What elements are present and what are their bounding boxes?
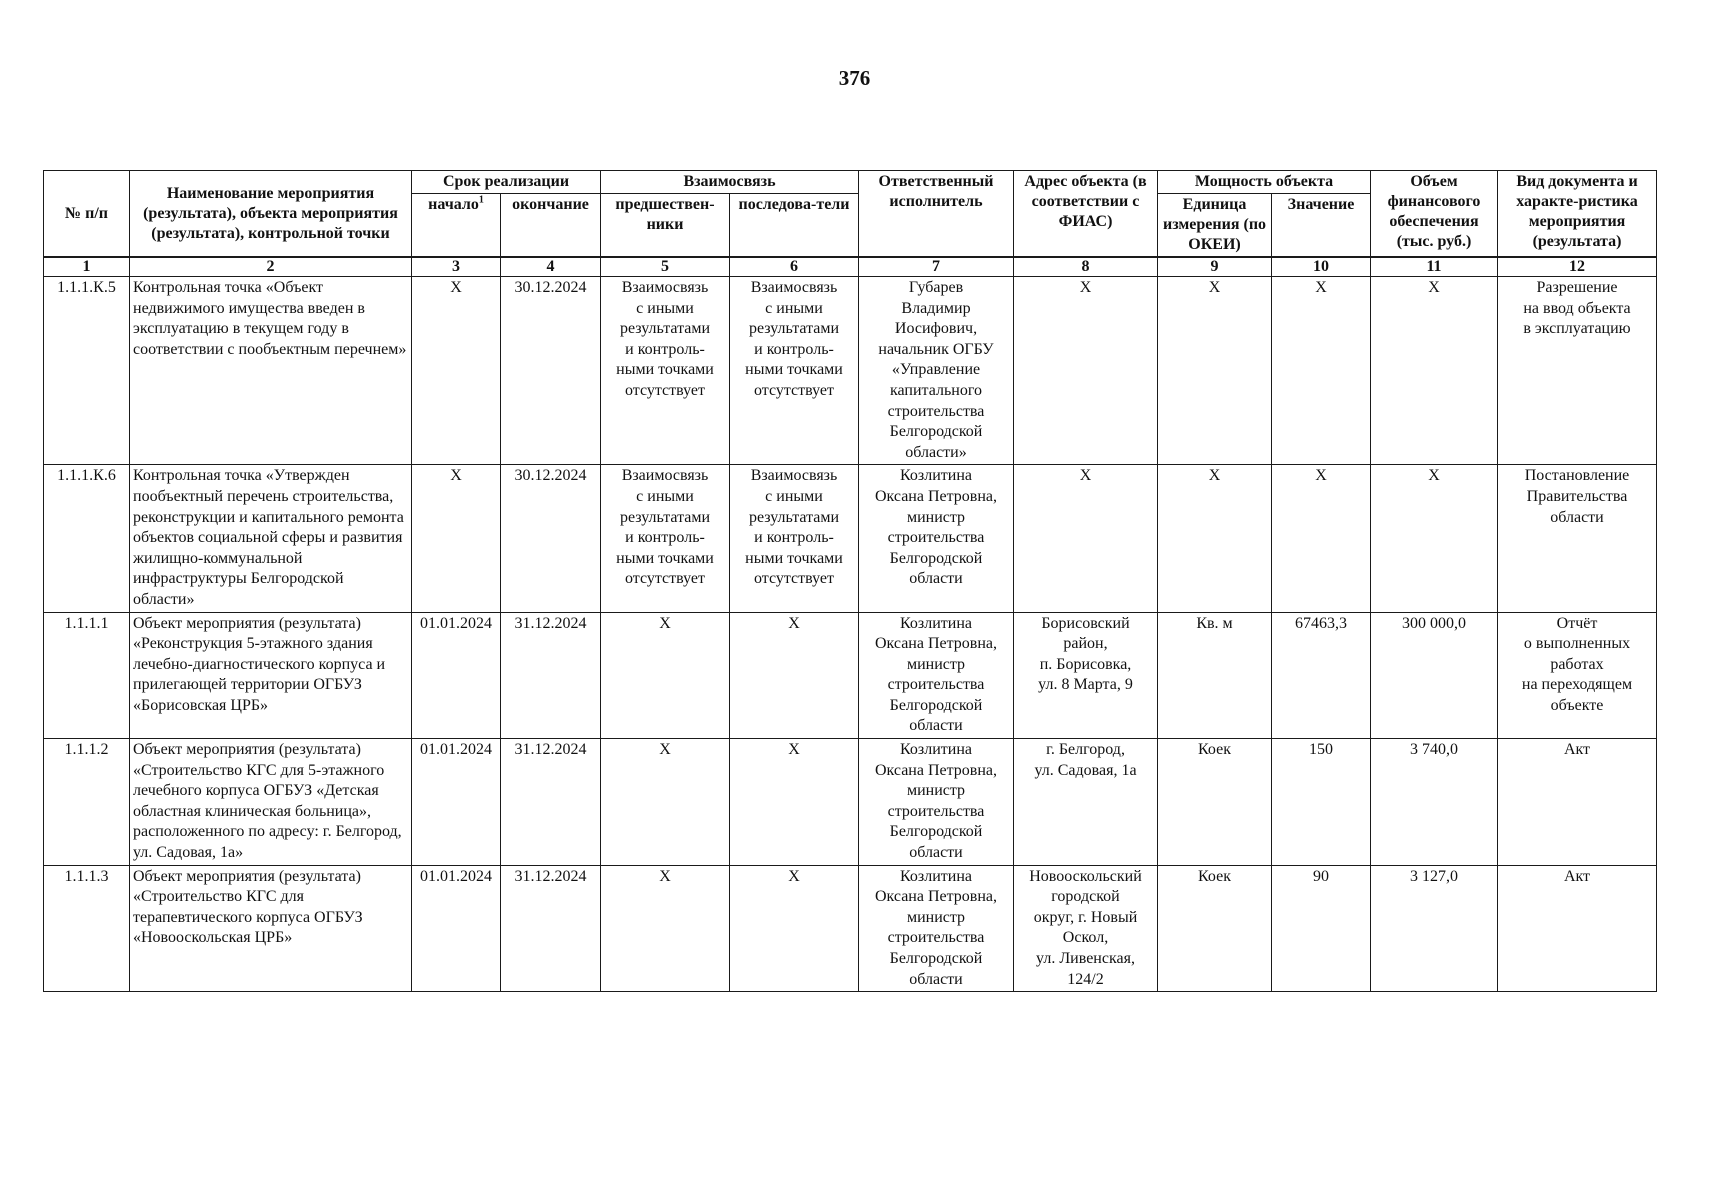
row-responsible: Козлитина Оксана Петровна, министр строительства Белгородской области [859,465,1014,612]
row-address: г. Белгород, ул. Садовая, 1а [1014,739,1158,866]
header-successors: последова-тели [730,194,859,258]
row-successors: Взаимосвязь с иными результатами и контроль- ными точками отсутствует [730,465,859,612]
row-end: 30.12.2024 [501,277,601,465]
row-name: Объект мероприятия (результата) «Реконструкция 5-этажного здания лечебно-диагностического корпуса и прилегающей территории ОГБУЗ «Борисовская ЦРБ» [130,612,412,739]
row-id: 1.1.1.1 [44,612,130,739]
row-name: Объект мероприятия (результата) «Строительство КГС для 5-этажного лечебного корпуса ОГБУЗ «Детская областная клиническая больница», расположенного по адресу: г. Белгород, ул. Садовая, 1а» [130,739,412,866]
header-unit: Единица измерения (по ОКЕИ) [1158,194,1272,258]
row-doc: Отчёт о выполненных работах на переходящем объекте [1498,612,1657,739]
header-relation-group: Взаимосвязь [601,171,859,194]
table-row [44,465,1657,612]
column-number: 1 [44,257,130,277]
header-name: Наименование мероприятия (результата), объекта мероприятия (результата), контрольной точки [130,171,412,258]
row-predecessors: Взаимосвязь с иными результатами и контроль- ными точками отсутствует [601,277,730,465]
header-doc-type: Вид документа и характе-ристика мероприятия (результата) [1498,171,1657,258]
column-number: 12 [1498,257,1657,277]
row-address: Х [1014,277,1158,465]
table-row [44,739,1657,866]
row-value: Х [1272,277,1371,465]
column-number: 4 [501,257,601,277]
row-doc: Разрешение на ввод объекта в эксплуатацию [1498,277,1657,465]
row-unit: Коек [1158,739,1272,866]
column-number: 2 [130,257,412,277]
header-start-label: начало [428,196,479,213]
row-name: Объект мероприятия (результата) «Строительство КГС для терапевтического корпуса ОГБУЗ «Новооскольская ЦРБ» [130,865,412,992]
row-successors: Х [730,865,859,992]
row-start: Х [412,277,501,465]
row-unit: Х [1158,465,1272,612]
header-value: Значение [1272,194,1371,258]
row-predecessors: Х [601,612,730,739]
header-finance: Объем финансового обеспечения (тыс. руб.) [1371,171,1498,258]
column-number: 3 [412,257,501,277]
header-row-1 [44,171,1657,194]
table-row [44,865,1657,992]
column-number: 8 [1014,257,1158,277]
header-responsible: Ответственный исполнитель [859,171,1014,258]
row-end: 31.12.2024 [501,865,601,992]
header-address: Адрес объекта (в соответствии с ФИАС) [1014,171,1158,258]
activities-table [43,170,1657,992]
row-id: 1.1.1.К.6 [44,465,130,612]
row-responsible: Козлитина Оксана Петровна, министр строительства Белгородской области [859,739,1014,866]
column-number: 5 [601,257,730,277]
row-doc: Постановление Правительства области [1498,465,1657,612]
row-unit: Коек [1158,865,1272,992]
row-doc: Акт [1498,865,1657,992]
column-number: 6 [730,257,859,277]
row-start: Х [412,465,501,612]
column-number: 10 [1272,257,1371,277]
row-doc: Акт [1498,739,1657,866]
header-capacity-group: Мощность объекта [1158,171,1371,194]
row-value: 67463,3 [1272,612,1371,739]
row-name: Контрольная точка «Утвержден пообъектный перечень строительства, реконструкции и капитального ремонта объектов социальной сферы и развития жилищно-коммунальной инфраструктуры Белгородской области» [130,465,412,612]
row-start: 01.01.2024 [412,612,501,739]
row-address: Х [1014,465,1158,612]
row-unit: Х [1158,277,1272,465]
footnote-marker: 1 [478,194,484,206]
row-value: 150 [1272,739,1371,866]
row-address: Борисовский район, п. Борисовка, ул. 8 Марта, 9 [1014,612,1158,739]
row-finance: 300 000,0 [1371,612,1498,739]
row-id: 1.1.1.К.5 [44,277,130,465]
column-number: 9 [1158,257,1272,277]
column-number: 7 [859,257,1014,277]
row-address: Новооскольский городской округ, г. Новый Оскол, ул. Ливенская, 124/2 [1014,865,1158,992]
row-end: 31.12.2024 [501,739,601,866]
table-row [44,277,1657,465]
row-value: 90 [1272,865,1371,992]
row-successors: Х [730,612,859,739]
row-finance: 3 740,0 [1371,739,1498,866]
header-end: окончание [501,194,601,258]
page-number: 376 [838,66,871,90]
table-row [44,612,1657,739]
row-successors: Взаимосвязь с иными результатами и контроль- ными точками отсутствует [730,277,859,465]
row-predecessors: Взаимосвязь с иными результатами и контроль- ными точками отсутствует [601,465,730,612]
row-end: 30.12.2024 [501,465,601,612]
header-number: № п/п [44,171,130,258]
row-id: 1.1.1.2 [44,739,130,866]
row-predecessors: Х [601,739,730,866]
row-unit: Кв. м [1158,612,1272,739]
row-responsible: Губарев Владимир Иосифович, начальник ОГБУ «Управление капитального строительства Белгородской области» [859,277,1014,465]
row-end: 31.12.2024 [501,612,601,739]
column-number: 11 [1371,257,1498,277]
header-term-group: Срок реализации [412,171,601,194]
row-responsible: Козлитина Оксана Петровна, министр строительства Белгородской области [859,865,1014,992]
row-predecessors: Х [601,865,730,992]
row-name: Контрольная точка «Объект недвижимого имущества введен в эксплуатацию в текущем году в соответствии с пообъектным перечнем» [130,277,412,465]
row-id: 1.1.1.3 [44,865,130,992]
header-predecessors: предшествен-ники [601,194,730,258]
row-finance: 3 127,0 [1371,865,1498,992]
row-value: Х [1272,465,1371,612]
row-start: 01.01.2024 [412,739,501,866]
row-start: 01.01.2024 [412,865,501,992]
header-start [412,194,501,258]
column-number-row [44,257,1657,277]
row-finance: Х [1371,277,1498,465]
row-responsible: Козлитина Оксана Петровна, министр строительства Белгородской области [859,612,1014,739]
row-finance: Х [1371,465,1498,612]
row-successors: Х [730,739,859,866]
